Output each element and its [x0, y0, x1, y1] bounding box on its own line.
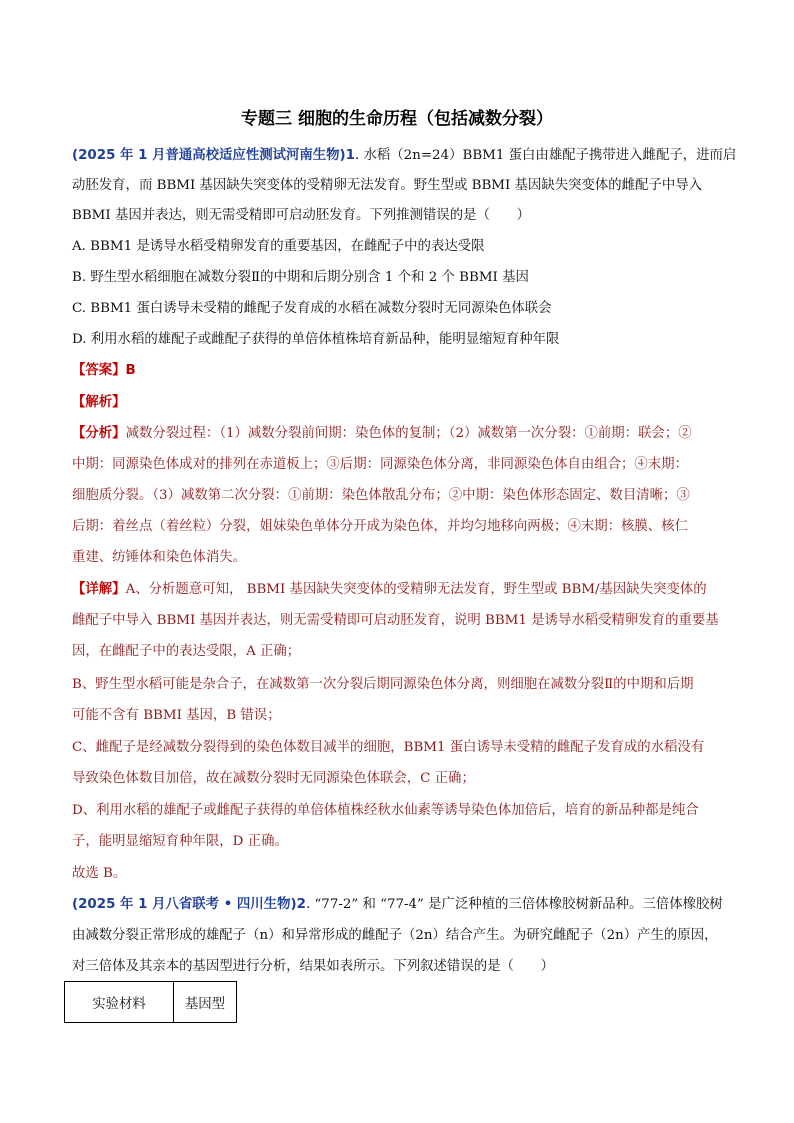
q1-xiangjie-line-3: 因，在雌配子中的表达受限，A 正确； [72, 644, 301, 659]
q1-fenxi-line-2: 中期：同源染色体成对的排列在赤道板上；③后期：同源染色体分离，非同源染色体自由组合；④末期： [72, 457, 688, 472]
q1-fenxi-label: 【分析】 [72, 426, 126, 441]
table-header-material: 实验材料 [65, 982, 174, 1023]
page-title: 专题三 细胞的生命历程（包括减数分裂） [241, 109, 553, 129]
q1-xiangjie-label: 【详解】 [72, 582, 126, 597]
q1-number: 1 [345, 148, 355, 163]
q1-xiangjie-line-6: C、雌配子是经减数分裂得到的染色体数目减半的细胞，BBM1 蛋白诱导未受精的雌配子发育成的水稻没有 [72, 740, 705, 755]
q1-xiangjie-line-4: B、野生型水稻可能是杂合子，在减数第一次分裂后期同源染色体分离，则细胞在减数分裂Ⅱ的中期和后期 [72, 677, 694, 692]
q2-source: (2025 年 1 月八省联考 • 四川生物) [72, 897, 297, 912]
q1-fenxi-text-1: 减数分裂过程：（1）减数分裂前间期：染色体的复制；（2）减数第一次分裂：①前期：联会；② [125, 426, 692, 441]
q1-xiangjie-line-8: D、利用水稻的雄配子或雌配子获得的单倍体植株经秋水仙素等诱导染色体加倍后，培育的新品种都是纯合 [72, 803, 699, 818]
q1-xiangjie-line-7: 导致染色体数目加倍，故在减数分裂时无同源染色体联会，C 正确； [72, 771, 475, 786]
q1-conclusion: 故选 B。 [72, 866, 127, 881]
q2-number: 2 [296, 897, 306, 912]
q1-stem-line-3: BBMI 基因并表达，则无需受精即可启动胚发育。下列推测错误的是（ ） [72, 208, 531, 223]
q1-stem-line-1 [72, 146, 737, 166]
q1-option-c: C. BBM1 蛋白诱导未受精的雌配子发育成的水稻在减数分裂时无同源染色体联会 [72, 301, 552, 316]
q1-xiangjie-line-5: 可能不含有 BBMI 基因，B 错误； [72, 708, 281, 723]
q2-data-table [64, 981, 237, 1023]
q1-source: (2025 年 1 月普通高校适应性测试河南生物) [72, 148, 346, 163]
q2-stem-line-3: 对三倍体及其亲本的基因型进行分析，结果如表所示。下列叙述错误的是（ ） [72, 959, 555, 974]
q1-stem-line-2: 动胚发育，而 BBMI 基因缺失突变体的受精卵无法发育。野生型或 BBMI 基因缺失突变体的雌配子中导入 [72, 178, 703, 193]
q1-xiangjie-text-1: A、分析题意可知， BBMI 基因缺失突变体的受精卵无法发育，野生型或 BBM/基因缺失突变体的 [125, 582, 707, 597]
table-header-row [65, 982, 237, 1023]
q2-stem-line-1 [72, 895, 732, 915]
q1-xiangjie-line-2: 雌配子中导入 BBMI 基因并表达，则无需受精即可启动胚发育，说明 BBM1 是诱导水稻受精卵发育的重要基 [72, 613, 719, 628]
q1-analysis-label: 【解析】 [72, 395, 126, 410]
q1-option-d: D. 利用水稻的雄配子或雌配子获得的单倍体植株培育新品种，能明显缩短育种年限 [72, 332, 560, 347]
q2-stem-line-2: 由减数分裂正常形成的雄配子（n）和异常形成的雌配子（2n）结合产生。为研究雌配子（2n）产生的原因， [72, 928, 718, 943]
q1-answer: 【答案】B [72, 363, 136, 378]
q1-option-a: A. BBM1 是诱导水稻受精卵发育的重要基因，在雌配子中的表达受限 [72, 239, 485, 254]
q1-option-b: B. 野生型水稻细胞在减数分裂Ⅱ的中期和后期分别含 1 个和 2 个 BBMI 基因 [72, 270, 529, 285]
q1-fenxi-line-4: 后期：着丝点（着丝粒）分裂，姐妹染色单体分开成为染色体，并均匀地移向两极；④末期：核膜、核仁 [72, 519, 688, 534]
q1-fenxi-line-3: 细胞质分裂。（3）减数第二次分裂：①前期：染色体散乱分布；②中期：染色体形态固定、数目清晰；③ [72, 488, 690, 503]
q1-fenxi-line-1 [72, 424, 732, 444]
q1-xiangjie-line-9: 子，能明显缩短育种年限，D 正确。 [72, 834, 288, 849]
q1-xiangjie-line-1 [72, 580, 732, 600]
q1-fenxi-line-5: 重建、纺锤体和染色体消失。 [72, 550, 247, 565]
table-header-genotype: 基因型 [174, 982, 237, 1023]
q2-stem-text-1: . “77-2” 和 “77-4” 是广泛种植的三倍体橡胶树新品种。三倍体橡胶树 [305, 897, 723, 912]
q1-stem-text-1: . 水稻（2n=24）BBM1 蛋白由雄配子携带进入雌配子，进而启 [355, 148, 737, 163]
